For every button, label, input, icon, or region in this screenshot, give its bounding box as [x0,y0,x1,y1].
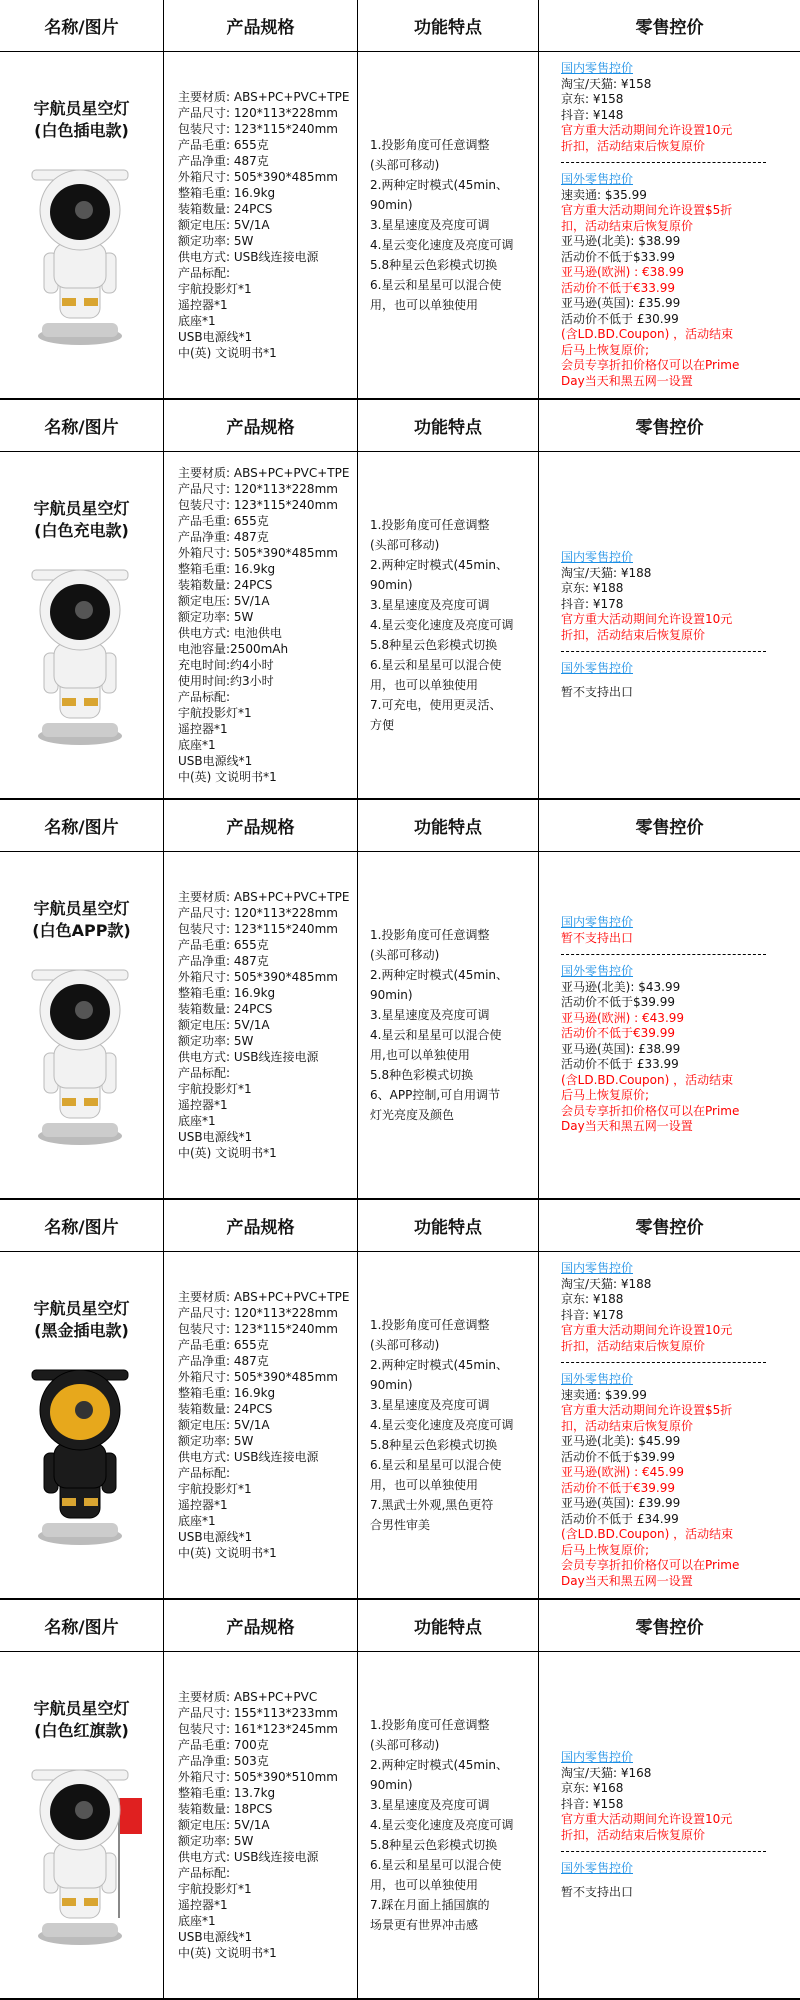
spec-line: 包装尺寸: 123*115*240mm [178,498,338,512]
feature-line: 2.两种定时模式(45min、 [370,1358,509,1372]
price-line: 官方重大活动期间允许设置10元 [561,1323,733,1337]
spec-line: 主要材质: ABS+PC+PVC+TPE [178,90,350,104]
product-name-line: 宇航员星空灯 [33,1299,130,1318]
price-line: 亚马逊(北美): $38.99 [561,234,681,248]
price-line: 速卖通: $39.99 [561,1387,647,1402]
dashed-divider [561,954,766,955]
price-line: 抖音: ¥178 [561,1307,624,1322]
spec-line: 包装尺寸: 123*115*240mm [178,122,338,136]
price-cell [539,452,800,798]
product-section [0,1200,800,1600]
spec-line: 额定电压: 5V/1A [178,1418,270,1432]
spec-line: 产品净重: 487克 [178,154,269,168]
column-header: 零售控价 [635,818,704,838]
feature-line: 5.8种星云色彩模式切换 [370,1438,498,1452]
spec-line: 底座*1 [178,314,216,328]
price-line: 抖音: ¥148 [561,107,624,122]
price-section-link[interactable]: 国外零售控价 [561,1861,634,1875]
spec-line: 整箱毛重: 13.7kg [178,1786,276,1800]
spec-line: 整箱毛重: 16.9kg [178,562,276,576]
price-section-link[interactable]: 国外零售控价 [561,661,634,675]
feature-line: 1.投影角度可任意调整 [370,1318,490,1332]
column-header: 零售控价 [635,18,704,38]
table-header-row [0,1600,800,1652]
spec-line: 遥控器*1 [178,722,228,736]
product-name-line: (白色充电款) [34,521,129,540]
product-image [22,958,142,1152]
product-name-line: 宇航员星空灯 [33,1699,130,1718]
price-line: 后马上恢复原价; [561,1088,650,1103]
product-name-line: (黑金插电款) [34,1321,129,1340]
spec-line: 产品标配: [178,690,231,704]
price-line: (含LD.BD.Coupon) ，活动结束 [561,327,734,341]
feature-line: (头部可移动) [370,948,440,962]
price-line: 淘宝/天猫: ¥168 [561,1765,652,1780]
price-line: 扣，活动结束后恢复原价 [561,218,694,233]
product-section [0,800,800,1200]
feature-line: 用,也可以单独使用 [370,1048,470,1062]
feature-line: 4.星云变化速度及亮度可调 [370,1818,514,1832]
spec-line: 整箱毛重: 16.9kg [178,186,276,200]
dashed-divider [561,1851,766,1852]
price-line: (含LD.BD.Coupon) ，活动结束 [561,1527,734,1541]
spec-line: 额定功率: 5W [178,1034,254,1048]
feature-line: (头部可移动) [370,158,440,172]
product-row [0,1252,800,1598]
feature-line: 5.8种色彩模式切换 [370,1068,474,1082]
spec-line: 额定功率: 5W [178,234,254,248]
price-line: 活动价不低于€39.99 [561,1480,675,1495]
spec-line: 中(英) 文说明书*1 [178,1546,277,1560]
feature-line: 2.两种定时模式(45min、 [370,178,509,192]
feature-line: 5.8种星云色彩模式切换 [370,638,498,652]
spec-line: 遥控器*1 [178,1498,228,1512]
feature-line: 用，也可以单独使用 [370,1878,479,1892]
product-image [22,558,142,752]
price-line: 淘宝/天猫: ¥188 [561,565,652,580]
spec-line: 主要材质: ABS+PC+PVC [178,1690,318,1704]
spec-line: USB电源线*1 [178,754,253,768]
spec-line: 产品标配: [178,1066,231,1080]
product-name-line: 宇航员星空灯 [33,899,130,918]
feature-line: 1.投影角度可任意调整 [370,138,490,152]
product-section [0,1600,800,2000]
product-name [32,898,130,942]
feature-line: 6.星云和星星可以混合使 [370,278,502,292]
price-line: Day当天和黑五网一设置 [561,373,693,388]
feature-line: 90min) [370,198,413,212]
product-row [0,452,800,798]
product-name [33,498,129,542]
product-section [0,0,800,400]
spec-line: 供电方式: USB线连接电源 [178,1450,319,1464]
spec-line: 装箱数量: 24PCS [178,202,273,216]
price-section-link[interactable]: 国内零售控价 [561,1750,634,1764]
spec-line: 额定电压: 5V/1A [178,1818,270,1832]
spec-line: 产品毛重: 700克 [178,1738,269,1752]
product-name-cell [0,1252,164,1598]
price-section-link[interactable]: 国外零售控价 [561,964,634,979]
price-line: 折扣，活动结束后恢复原价 [561,1338,706,1353]
product-name-line: (白色红旗款) [34,1721,129,1740]
features-cell [358,1652,539,1998]
price-line: 京东: ¥188 [561,581,624,595]
column-header: 名称/图片 [0,1600,164,1651]
column-header: 功能特点 [358,0,539,51]
specs-cell [164,852,358,1198]
product-name [33,98,129,142]
price-line: 亚马逊(英国): £39.99 [561,1496,681,1510]
feature-line: (头部可移动) [370,1738,440,1752]
spec-line: 额定功率: 5W [178,610,254,624]
price-line: 活动价不低于$39.99 [561,995,675,1010]
spec-line: 产品毛重: 655克 [178,1338,269,1352]
dashed-divider [561,651,766,652]
feature-line: 90min) [370,1778,413,1792]
spec-line: 装箱数量: 24PCS [178,1402,273,1416]
spec-line: 供电方式: USB线连接电源 [178,250,319,264]
price-line: 活动价不低于$33.99 [561,249,675,264]
price-line: 亚马逊(北美): $43.99 [561,979,681,994]
spec-line: 装箱数量: 18PCS [178,1802,273,1816]
price-line: 会员专享折扣价格仅可以在Prime [561,1103,740,1118]
feature-line: 90min) [370,578,413,592]
feature-line: 3.星星速度及亮度可调 [370,218,490,232]
feature-line: 7.踩在月面上插国旗的 [370,1898,490,1912]
product-image [22,1758,142,1952]
price-line: 淘宝/天猫: ¥188 [561,1276,652,1291]
price-line: 亚马逊(欧洲) : €43.99 [561,1010,685,1025]
spec-line: 遥控器*1 [178,1098,228,1112]
spec-line: 产品尺寸: 120*113*228mm [178,106,338,120]
column-header: 功能特点 [358,400,539,451]
product-section [0,400,800,800]
price-cell [539,1652,800,1998]
table-header-row [0,1200,800,1252]
price-line: 暂不支持出口 [561,1884,634,1899]
product-name-cell [0,452,164,798]
price-line: 亚马逊(英国): £35.99 [561,296,681,310]
price-line: 扣，活动结束后恢复原价 [561,1418,694,1433]
feature-line: 2.两种定时模式(45min、 [370,558,509,572]
price-line: Day当天和黑五网一设置 [561,1573,693,1588]
spec-line: 主要材质: ABS+PC+PVC+TPE [178,466,350,480]
price-line: 暂不支持出口 [561,930,634,945]
spec-line: 中(英) 文说明书*1 [178,1946,277,1960]
column-header: 产品规格 [164,400,358,451]
price-line: 官方重大活动期间允许设置$5折 [561,1403,733,1417]
feature-line: 1.投影角度可任意调整 [370,1718,490,1732]
column-header: 名称/图片 [0,1200,164,1251]
product-name-line: 宇航员星空灯 [33,499,130,518]
table-header-row [0,400,800,452]
column-header: 产品规格 [164,1200,358,1251]
dashed-divider [561,1362,766,1363]
spec-line: 产品净重: 487克 [178,1354,269,1368]
price-line: 抖音: ¥178 [561,596,624,611]
column-header: 产品规格 [164,800,358,851]
price-cell [539,852,800,1198]
spec-line: 外箱尺寸: 505*390*510mm [178,1770,338,1784]
spec-line: 额定功率: 5W [178,1434,254,1448]
feature-line: (头部可移动) [370,1338,440,1352]
spec-line: 外箱尺寸: 505*390*485mm [178,170,338,184]
spec-line: 产品标配: [178,1466,231,1480]
price-line: 后马上恢复原价; [561,342,650,357]
spec-line: 遥控器*1 [178,1898,228,1912]
column-header: 名称/图片 [0,800,164,851]
price-line: (含LD.BD.Coupon) ，活动结束 [561,1072,734,1087]
spec-line: USB电源线*1 [178,1530,253,1544]
column-header: 功能特点 [358,800,539,851]
price-line: 活动价不低于€33.99 [561,280,675,295]
spec-line: 产品尺寸: 120*113*228mm [178,482,338,496]
price-line: 抖音: ¥158 [561,1796,624,1811]
price-section-link[interactable]: 国内零售控价 [561,61,634,75]
feature-line: 90min) [370,1378,413,1392]
spec-line: 产品尺寸: 120*113*228mm [178,906,338,920]
spec-line: USB电源线*1 [178,1930,253,1944]
feature-line: 5.8种星云色彩模式切换 [370,258,498,272]
price-line: 京东: ¥188 [561,1292,624,1306]
table-header-row [0,800,800,852]
feature-line: 7.可充电，使用更灵活、 [370,698,502,712]
spec-line: 产品标配: [178,1866,231,1880]
column-header: 功能特点 [358,1200,539,1251]
spacer [561,677,800,685]
product-row [0,1652,800,1998]
spec-line: 使用时间:约3小时 [178,674,274,688]
price-line: 官方重大活动期间允许设置$5折 [561,203,733,217]
spec-line: 底座*1 [178,1914,216,1928]
price-line: 活动价不低于 £33.99 [561,1057,679,1072]
spec-line: 外箱尺寸: 505*390*485mm [178,970,338,984]
feature-line: 90min) [370,988,413,1002]
column-header: 名称/图片 [0,0,164,51]
product-name [33,1698,129,1742]
feature-line: 3.星星速度及亮度可调 [370,1008,490,1022]
spec-line: 外箱尺寸: 505*390*485mm [178,1370,338,1384]
features-cell [358,452,539,798]
price-section-link[interactable]: 国外零售控价 [561,172,634,186]
spec-line: 宇航投影灯*1 [178,1482,252,1496]
spec-line: 中(英) 文说明书*1 [178,346,277,360]
spec-line: 供电方式: USB线连接电源 [178,1050,319,1064]
spec-line: 供电方式: 电池供电 [178,626,282,640]
spec-line: 包装尺寸: 123*115*240mm [178,1322,338,1336]
specs-cell [164,1652,358,1998]
price-line: 活动价不低于$39.99 [561,1449,675,1464]
feature-line: 5.8种星云色彩模式切换 [370,1838,498,1852]
product-name-cell [0,52,164,398]
spec-line: 充电时间:约4小时 [178,658,274,672]
price-line: 官方重大活动期间允许设置10元 [561,612,733,626]
price-line: 折扣，活动结束后恢复原价 [561,627,706,642]
feature-line: 3.星星速度及亮度可调 [370,1798,490,1812]
feature-line: 1.投影角度可任意调整 [370,518,490,532]
spec-line: 主要材质: ABS+PC+PVC+TPE [178,1290,350,1304]
table-header-row [0,0,800,52]
column-header: 产品规格 [164,1600,358,1651]
price-line: 官方重大活动期间允许设置10元 [561,1812,733,1826]
spec-line: 包装尺寸: 123*115*240mm [178,922,338,936]
product-row [0,852,800,1198]
product-name-cell [0,852,164,1198]
spec-line: USB电源线*1 [178,1130,253,1144]
specs-cell [164,52,358,398]
price-section-link[interactable]: 国内零售控价 [561,550,634,564]
feature-line: 2.两种定时模式(45min、 [370,1758,509,1772]
product-row [0,52,800,398]
product-name [33,1298,129,1342]
price-line: 京东: ¥158 [561,92,624,106]
price-line: 亚马逊(欧洲) : €45.99 [561,1465,685,1479]
spec-line: 装箱数量: 24PCS [178,1002,273,1016]
feature-line: 4.星云变化速度及亮度可调 [370,618,514,632]
spec-line: 整箱毛重: 16.9kg [178,1386,276,1400]
spec-line: 整箱毛重: 16.9kg [178,986,276,1000]
specs-cell [164,1252,358,1598]
price-line: 亚马逊(欧洲) : €38.99 [561,265,685,279]
price-section-link[interactable]: 国外零售控价 [561,1372,634,1386]
feature-line: 4.星云和星星可以混合使 [370,1028,502,1042]
spec-line: 供电方式: USB线连接电源 [178,1850,319,1864]
price-line: 折扣，活动结束后恢复原价 [561,1827,706,1842]
column-header: 零售控价 [635,1218,704,1238]
spec-line: 底座*1 [178,1114,216,1128]
spec-line: 额定电压: 5V/1A [178,218,270,232]
price-line: 速卖通: $35.99 [561,187,647,202]
features-cell [358,1252,539,1598]
spec-line: 电池容量:2500mAh [178,642,289,656]
feature-line: 3.星星速度及亮度可调 [370,598,490,612]
column-header: 功能特点 [358,1600,539,1651]
spec-line: 产品净重: 487克 [178,530,269,544]
feature-line: 1.投影角度可任意调整 [370,928,490,942]
spec-line: 底座*1 [178,738,216,752]
features-cell [358,52,539,398]
price-line: 淘宝/天猫: ¥158 [561,76,652,91]
spec-line: 主要材质: ABS+PC+PVC+TPE [178,890,350,904]
price-line: 亚马逊(北美): $45.99 [561,1434,681,1448]
feature-line: 场景更有世界冲击感 [370,1918,479,1932]
feature-line: 2.两种定时模式(45min、 [370,968,509,982]
price-line: 暂不支持出口 [561,684,634,699]
specs-cell [164,452,358,798]
spec-line: USB电源线*1 [178,330,253,344]
column-header: 零售控价 [635,1618,704,1638]
spec-line: 产品毛重: 655克 [178,938,269,952]
feature-line: 方便 [370,718,395,732]
product-name-cell [0,1652,164,1998]
price-line: 会员专享折扣价格仅可以在Prime [561,1558,740,1572]
feature-line: 6.星云和星星可以混合使 [370,1858,502,1872]
spec-line: 底座*1 [178,1514,216,1528]
feature-line: 灯光亮度及颜色 [370,1108,455,1122]
spec-line: 装箱数量: 24PCS [178,578,273,592]
spec-line: 产品毛重: 655克 [178,138,269,152]
spec-line: 宇航投影灯*1 [178,282,252,296]
features-cell [358,852,539,1198]
spec-line: 额定电压: 5V/1A [178,594,270,608]
price-line: 活动价不低于€39.99 [561,1026,675,1041]
spec-line: 宇航投影灯*1 [178,1082,252,1096]
feature-line: 6、APP控制,可自用调节 [370,1088,501,1102]
spec-line: 产品毛重: 655克 [178,514,269,528]
feature-line: 3.星星速度及亮度可调 [370,1398,490,1412]
spec-line: 外箱尺寸: 505*390*485mm [178,546,338,560]
feature-line: 6.星云和星星可以混合使 [370,658,502,672]
spec-line: 额定功率: 5W [178,1834,254,1848]
product-name-line: (白色插电款) [34,121,129,140]
price-line: 亚马逊(英国): £38.99 [561,1041,681,1056]
feature-line: (头部可移动) [370,538,440,552]
spec-line: 产品尺寸: 155*113*233mm [178,1706,338,1720]
price-line: 官方重大活动期间允许设置10元 [561,123,733,137]
feature-line: 7.黑武士外观,黑色更符 [370,1498,494,1512]
spec-line: 中(英) 文说明书*1 [178,1146,277,1160]
spec-line: 产品标配: [178,266,231,280]
feature-line: 合男性审美 [370,1518,431,1532]
spec-line: 中(英) 文说明书*1 [178,770,277,784]
spacer [561,1877,800,1885]
price-line: 活动价不低于 £34.99 [561,1511,679,1526]
product-image [22,1358,142,1552]
price-line: 京东: ¥168 [561,1781,624,1795]
feature-line: 用，也可以单独使用 [370,1478,479,1492]
price-line: Day当天和黑五网一设置 [561,1119,693,1134]
spec-line: 宇航投影灯*1 [178,706,252,720]
column-header: 产品规格 [164,0,358,51]
spec-line: 额定电压: 5V/1A [178,1018,270,1032]
price-line: 会员专享折扣价格仅可以在Prime [561,358,740,372]
feature-line: 6.星云和星星可以混合使 [370,1458,502,1472]
product-name-line: 宇航员星空灯 [33,99,130,118]
product-image [22,158,142,352]
spec-line: 遥控器*1 [178,298,228,312]
spec-line: 宇航投影灯*1 [178,1882,252,1896]
feature-line: 4.星云变化速度及亮度可调 [370,1418,514,1432]
spec-line: 包装尺寸: 161*123*245mm [178,1722,338,1736]
price-section-link[interactable]: 国内零售控价 [561,1261,634,1275]
product-name-line: (白色APP款) [32,921,131,940]
price-line: 折扣，活动结束后恢复原价 [561,138,706,153]
feature-line: 用，也可以单独使用 [370,678,479,692]
price-line: 后马上恢复原价; [561,1542,650,1557]
spec-line: 产品净重: 487克 [178,954,269,968]
spec-line: 产品净重: 503克 [178,1754,269,1768]
price-cell [539,52,800,398]
column-header: 零售控价 [635,418,704,438]
feature-line: 用，也可以单独使用 [370,298,479,312]
column-header: 名称/图片 [0,400,164,451]
price-cell [539,1252,800,1598]
price-section-link[interactable]: 国内零售控价 [561,915,634,930]
price-line: 活动价不低于 £30.99 [561,311,679,326]
feature-line: 4.星云变化速度及亮度可调 [370,238,514,252]
spec-line: 产品尺寸: 120*113*228mm [178,1306,338,1320]
dashed-divider [561,162,766,163]
